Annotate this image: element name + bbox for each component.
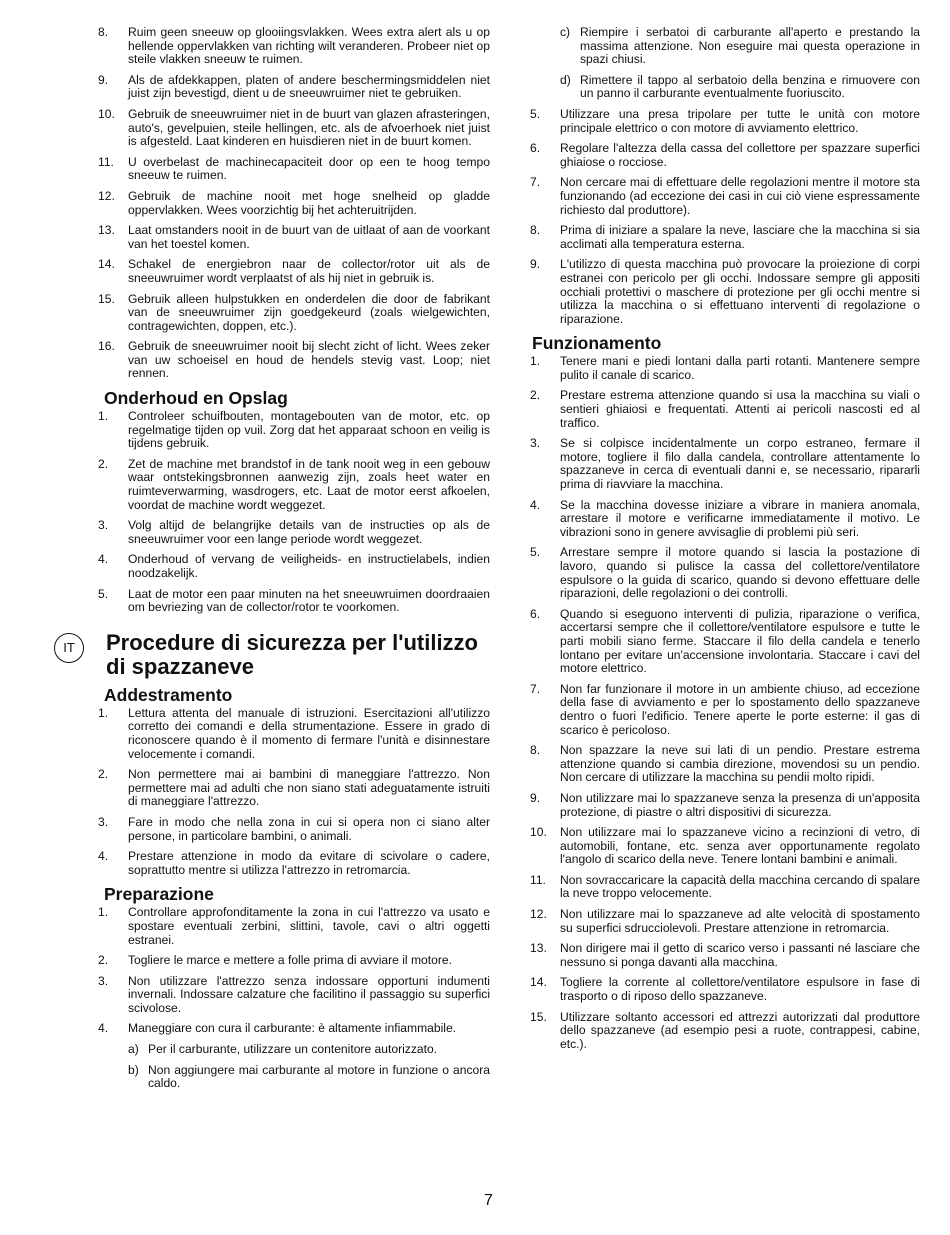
- item-text: Prima di iniziare a spalare la neve, lasciare che la macchina si sia acclimati alla temperatura esterna.: [560, 223, 920, 251]
- list-item: [530, 258, 920, 326]
- item-text: Utilizzare una presa tripolare per tutte le unità con motore principale elettrico o con motore di avviamento elettrico.: [560, 106, 920, 135]
- list: [98, 707, 490, 878]
- list-item: [98, 768, 490, 809]
- list-item: [530, 942, 920, 969]
- item-text: Laat de motor een paar minuten na het sneeuwruimen doordraaien om bevriezing van de collector/rotor te voorkomen.: [128, 586, 490, 615]
- list-item: [530, 389, 920, 430]
- item-number: 3.: [98, 518, 109, 533]
- list-item: [530, 499, 920, 540]
- list-item: [530, 908, 920, 935]
- list-item: [530, 976, 920, 1003]
- item-number: 4.: [98, 1021, 109, 1036]
- item-number: 9.: [98, 72, 109, 87]
- item-text: Regolare l'altezza della cassa del collettore per spazzare superfici ghiaiose o rocciose.: [560, 141, 920, 169]
- list-item: [98, 156, 490, 183]
- sub-list: [98, 1043, 490, 1091]
- item-number: 12.: [98, 188, 115, 203]
- list: [98, 906, 490, 1036]
- item-text: Non dirigere mai il getto di scarico verso i passanti né lasciare che nessuno si ponga davanti alla macchina.: [560, 941, 920, 969]
- language-badge: IT: [54, 633, 84, 663]
- list-item: [530, 826, 920, 867]
- item-text: Lettura attenta del manuale di istruzioni. Esercitazioni all'utilizzo corretto dei comandi e della strumentazione. Essere in grado di riconoscere quando è il momento di fermare l'unità e disinnestare velocemente i comandi.: [128, 705, 490, 761]
- item-number: 1.: [530, 354, 541, 369]
- sub-list: [530, 26, 920, 101]
- item-text: Non permettere mai ai bambini di maneggiare l'attrezzo. Non permettere mai ad adulti che non siano stati adeguatamente istruiti di maneggiare l'attrezzo.: [128, 767, 490, 809]
- list-item: [530, 355, 920, 382]
- right-column: [530, 26, 920, 1058]
- item-number: 5.: [98, 586, 109, 601]
- item-number: 5.: [530, 545, 541, 560]
- item-text: Gebruik alleen hulpstukken en onderdelen die door de fabrikant van de sneeuwruimer zijn goedgekeurd (zoals wielgewichten, contragewichten, doppen, etc.).: [128, 291, 490, 333]
- item-text: Prestare attenzione in modo da evitare di scivolare o cadere, soprattutto mentre si utilizza l'attrezzo in retromarcia.: [128, 849, 490, 877]
- list-item: [98, 816, 490, 843]
- item-number: 1.: [98, 409, 109, 424]
- item-number: 15.: [530, 1009, 547, 1024]
- item-number: 7.: [530, 175, 541, 190]
- list-item: [530, 142, 920, 169]
- list-item: [98, 906, 490, 947]
- item-number: 10.: [98, 106, 115, 121]
- list: [530, 355, 920, 1051]
- item-text: Se si colpisce incidentalmente un corpo estraneo, fermare il motore, togliere il filo dalla candela, controllare attentamente lo spazzaneve in cerca di eventuali danni e, se necessario, ripararli prima di riavviare la macchina.: [560, 436, 920, 492]
- item-text: Non far funzionare il motore in un ambiente chiuso, ad eccezione della fase di avviamento e per lo spostamento dello spazzaneve dentro o fuori l'edificio. Tenere aperte le porte esterne: il gas di scarico è pericoloso.: [560, 681, 920, 737]
- list-item: [530, 608, 920, 676]
- item-number: 3.: [98, 973, 109, 988]
- item-number: d): [560, 72, 571, 87]
- section-heading-preparazione: Preparazione: [104, 884, 214, 905]
- item-number: 7.: [530, 681, 541, 696]
- item-number: 2.: [98, 953, 109, 968]
- item-text: Togliere la corrente al collettore/ventilatore espulsore in fase di trasporto o di riposo dello spazzaneve.: [560, 975, 920, 1004]
- item-number: 4.: [530, 497, 541, 512]
- item-text: Non spazzare la neve sui lati di un pendio. Prestare estrema attenzione quando si cambia direzione, movendosi su un pendio. Non cercare di utilizzare la macchina su pendii molto ripidi.: [560, 743, 920, 785]
- list-item: [98, 410, 490, 451]
- list-item: [530, 437, 920, 491]
- item-number: b): [128, 1062, 139, 1077]
- item-text: Controleer schuifbouten, montagebouten van de motor, etc. op regelmatige tijden op vuil. Zorg dat het apparaat schoon en veilig is tijdens gebruik.: [128, 409, 490, 451]
- list-item: [98, 588, 490, 615]
- list-item: [530, 224, 920, 251]
- sub-list-item: [128, 1064, 490, 1091]
- item-text: Non utilizzare mai lo spazzaneve ad alte velocità di spostamento su superfici sdrucciolevoli. Prestare attenzione in retromarcia.: [560, 907, 920, 935]
- item-number: 9.: [530, 257, 541, 272]
- list-item: [98, 707, 490, 761]
- list-item: [98, 954, 490, 968]
- item-text: Non utilizzare mai lo spazzaneve vicino a recinzioni di vetro, di automobili, fontane, etc. senza aver opportunamente regolato l'angolo di scarico della neve. Tenere lontani bambini e animali.: [560, 825, 920, 867]
- item-number: a): [128, 1042, 139, 1057]
- item-text: Utilizzare soltanto accessori ed attrezzi autorizzati dal produttore dello spazzaneve (ad esempio pesi a ruote, contrappesi, cabine, etc.).: [560, 1009, 920, 1051]
- item-text: Onderhoud of vervang de veiligheids- en instructielabels, indien noodzakelijk.: [128, 552, 490, 580]
- list-item: [530, 744, 920, 785]
- list-item: [98, 458, 490, 512]
- item-text: Gebruik de sneeuwruimer niet in de buurt van glazen afrasteringen, auto's, gevelpuien, steile hellingen, etc. als de afvoerhoek niet juist is afgesteld. Laat kinderen en huisdieren niet in de buurt komen.: [128, 106, 490, 149]
- item-number: 2.: [98, 456, 109, 471]
- list-item: [98, 224, 490, 251]
- list-item: [98, 553, 490, 580]
- list-item: [98, 1022, 490, 1036]
- section-heading-onderhoud: Onderhoud en Opslag: [104, 388, 288, 409]
- item-text: Gebruik de machine nooit met hoge snelheid op gladde oppervlakken. Wees voorzichtig bij het achteruitrijden.: [128, 188, 490, 217]
- item-text: Laat omstanders nooit in de buurt van de uitlaat of aan de voorkant van het toestel komen.: [128, 223, 490, 251]
- item-number: 16.: [98, 339, 115, 354]
- item-text: Controllare approfonditamente la zona in cui l'attrezzo va usato e spostare eventuali zerbini, slittini, tavole, cavi o altri oggetti estranei.: [128, 905, 490, 947]
- list-item: [98, 293, 490, 334]
- list-item: [530, 683, 920, 737]
- item-number: 8.: [530, 223, 541, 238]
- list-item: [98, 258, 490, 285]
- item-number: 4.: [98, 552, 109, 567]
- item-number: 1.: [98, 905, 109, 920]
- item-text: Volg altijd de belangrijke details van de instructies op als de sneeuwruimer voor een lange periode wordt weggezet.: [128, 518, 490, 546]
- item-number: 13.: [98, 223, 115, 238]
- list-item: [98, 108, 490, 149]
- list-item: [530, 176, 920, 217]
- item-text: Arrestare sempre il motore quando si lascia la postazione di lavoro, quando si pulisce la cassa del collettore/ventilatore espulsore o la guida di scarico, quando si devono effettuare delle riparazioni, delle regolazioni o dei controlli.: [560, 545, 920, 601]
- title-block: [63, 629, 490, 679]
- item-text: Zet de machine met brandstof in de tank nooit weg in een gebouw waar ontstekingsbronnen aanwezig zijn, zoals heet water en ruimteverwarming, wasdrogers, etc. Laat de motor eerst afkoelen, voordat de machine wordt weggezet.: [128, 456, 490, 512]
- item-number: 12.: [530, 907, 547, 922]
- item-number: 6.: [530, 606, 541, 621]
- item-text: Ruim geen sneeuw op glooiingsvlakken. Wees extra alert als u op hellende oppervlakken van richting wilt veranderen. Probeer niet op steile vlakken sneeuw te ruimen.: [128, 25, 490, 67]
- list-item: [530, 108, 920, 135]
- item-number: 3.: [98, 814, 109, 829]
- item-text: Se la macchina dovesse iniziare a vibrare in maniera anomala, arrestare il motore e verificarne immediatamente il motivo. Le vibrazioni sono in genere avvisaglie di problemi più seri.: [560, 497, 920, 539]
- section-heading-funzionamento: Funzionamento: [532, 333, 662, 354]
- item-number: 1.: [98, 705, 109, 720]
- item-text: Prestare estrema attenzione quando si usa la macchina su viali o sentieri ghiaiosi e frequentati. Attenti ai pericoli nascosti ed al traffico.: [560, 388, 920, 430]
- item-number: 11.: [530, 872, 546, 887]
- item-text: Non utilizzare l'attrezzo senza indossare opportuni indumenti invernali. Indossare calzature che facilitino il passaggio su superfici scivolose.: [128, 973, 490, 1015]
- section-heading-addestramento: Addestramento: [104, 684, 233, 705]
- item-number: 14.: [98, 257, 115, 272]
- item-text: Maneggiare con cura il carburante: è altamente infiammabile.: [128, 1021, 457, 1036]
- list-item: [98, 975, 490, 1016]
- item-number: 4.: [98, 849, 109, 864]
- item-number: 3.: [530, 436, 541, 451]
- sub-list-item: [128, 1043, 490, 1057]
- list-item: [98, 190, 490, 217]
- list-item: [98, 74, 490, 101]
- item-text: Non utilizzare mai lo spazzaneve senza la presenza di un'apposita protezione, di piastre o altri dispositivi di sicurezza.: [560, 790, 920, 819]
- page-number: 7: [484, 1192, 493, 1209]
- item-number: 2.: [98, 767, 109, 782]
- item-text: L'utilizzo di questa macchina può provocare la proiezione di corpi estranei con pericolo per gli occhi. Indossare sempre gli appositi occhiali protettivi o maschere di protezione per gli occhi mentre si utilizza la macchina o si effettuano interventi di regolazione o riparazione.: [560, 257, 920, 326]
- item-text: Fare in modo che nella zona in cui si opera non ci siano alter persone, in particolare bambini, o animali.: [128, 814, 490, 843]
- list-item: [98, 340, 490, 381]
- page-title: Procedure di sicurezza per l'utilizzo di spazzaneve: [106, 629, 478, 679]
- list-item: [98, 850, 490, 877]
- item-number: c): [560, 25, 571, 39]
- list-item: [98, 519, 490, 546]
- item-number: 6.: [530, 141, 541, 156]
- item-text: Als de afdekkappen, platen of andere beschermingsmiddelen niet juist zijn bevestigd, dient u de sneeuwruimer niet te gebruiken.: [128, 72, 490, 101]
- item-number: 9.: [530, 790, 541, 805]
- item-text: U overbelast de machinecapaciteit door op een te hoog tempo sneeuw te ruimen.: [128, 154, 490, 183]
- item-text: Rimettere il tappo al serbatoio della benzina e rimuovere con un panno il carburante eventualmente fuoriuscito.: [580, 72, 920, 101]
- item-text: Non sovraccaricare la capacità della macchina cercando di spalare la neve troppo velocemente.: [560, 872, 920, 901]
- list-item: [530, 874, 920, 901]
- item-number: 8.: [98, 25, 109, 39]
- item-number: 11.: [98, 154, 114, 169]
- list-item: [530, 792, 920, 819]
- item-text: Quando si eseguono interventi di pulizia, riparazione o verifica, accertarsi sempre che il collettore/ventilatore espulsore e tutte le parti mobili siano ferme. Staccare il filo della candela e tenerlo lontano per evitare un'accensione involontaria. Staccare i cavi del motore elettrico.: [560, 606, 920, 676]
- list: [530, 108, 920, 326]
- sub-list-item: [560, 74, 920, 101]
- item-number: 14.: [530, 975, 547, 990]
- item-text: Tenere mani e piedi lontani dalla parti rotanti. Mantenere sempre pulito il canale di scarico.: [560, 354, 920, 382]
- item-text: Non aggiungere mai carburante al motore in funzione o ancora caldo.: [148, 1062, 490, 1091]
- sub-list-item: [560, 26, 920, 67]
- item-text: Riempire i serbatoi di carburante all'aperto e prestando la massima attenzione. Non eseguire mai questa operazione in spazi chiusi.: [580, 25, 920, 67]
- list-item: [530, 1011, 920, 1052]
- list-item: [530, 546, 920, 600]
- left-column: [63, 25, 490, 1098]
- item-number: 5.: [530, 106, 541, 121]
- item-text: Non cercare mai di effettuare delle regolazioni mentre il motore sta funzionando (ad eccezione dei casi in cui ciò viene espressamente richiesto dal produttore).: [560, 175, 920, 217]
- list: [98, 410, 490, 615]
- item-text: Gebruik de sneeuwruimer nooit bij slecht zicht of licht. Wees zeker van uw schoeisel en houd de hendels stevig vast. Loop; niet rennen.: [128, 339, 490, 381]
- item-text: Per il carburante, utilizzare un contenitore autorizzato.: [148, 1042, 438, 1057]
- list-item: [98, 26, 490, 67]
- item-number: 15.: [98, 291, 115, 306]
- item-text: Schakel de energiebron naar de collector/rotor uit als de sneeuwruimer wordt verplaatst of als hij niet in gebruik is.: [128, 257, 490, 285]
- item-number: 10.: [530, 825, 547, 840]
- list: [98, 26, 490, 381]
- item-number: 13.: [530, 941, 547, 956]
- item-number: 8.: [530, 743, 541, 758]
- item-number: 2.: [530, 388, 541, 403]
- item-text: Togliere le marce e mettere a folle prima di avviare il motore.: [128, 953, 452, 968]
